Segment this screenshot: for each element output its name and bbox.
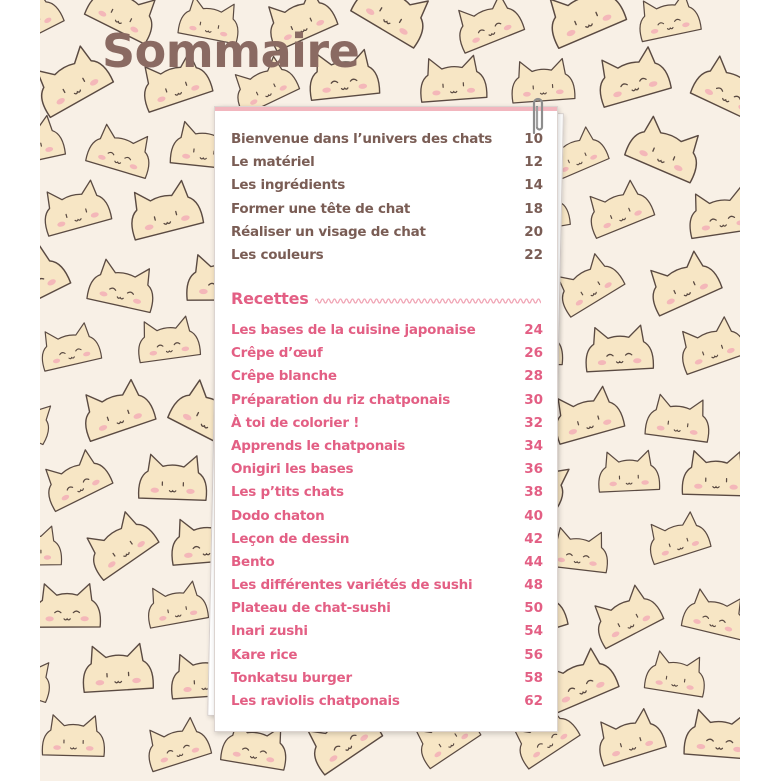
toc-row[interactable]: [231, 368, 543, 391]
toc-title: Plateau de chat-sushi: [231, 600, 391, 617]
toc-title: Les couleurs: [231, 246, 324, 263]
toc-row[interactable]: [231, 438, 543, 461]
toc-title: Les ingrédients: [231, 177, 346, 194]
cat-face: [684, 709, 740, 760]
cat-face: [143, 579, 208, 628]
cat-face: [78, 506, 159, 581]
toc-row[interactable]: [231, 201, 543, 224]
toc-row[interactable]: [231, 554, 543, 577]
toc-title: À toi de colorier !: [231, 414, 360, 431]
toc-row[interactable]: [231, 392, 543, 415]
recipes-heading: Recettes: [231, 289, 309, 308]
book-page: [40, 0, 740, 781]
cat-face: [40, 584, 100, 627]
toc-page: 62: [524, 693, 543, 709]
cat-face: [645, 393, 713, 442]
cat-face: [42, 715, 105, 757]
toc-title: Crêpe d’œuf: [231, 345, 323, 362]
recipes-section-heading: [231, 289, 543, 313]
cat-face: [597, 450, 660, 492]
cat-face: [135, 315, 201, 363]
page-title: Sommaire: [102, 24, 360, 78]
toc-title: Le matériel: [231, 154, 315, 171]
toc-row[interactable]: [231, 531, 543, 554]
toc-title: Les p’tits chats: [231, 484, 344, 501]
cat-face: [81, 643, 153, 693]
cat-face: [40, 0, 64, 49]
toc-row[interactable]: [231, 322, 543, 345]
toc-title: Former une tête de chat: [231, 200, 411, 217]
cat-face: [581, 177, 655, 239]
toc-page: 32: [524, 414, 543, 431]
cat-face: [40, 177, 112, 236]
toc-title: Les bases de la cuisine japonaise: [231, 322, 476, 338]
toc-page: 40: [524, 507, 543, 524]
toc-page: 42: [524, 530, 543, 547]
toc-title: Inari zushi: [231, 623, 308, 640]
cat-face: [586, 580, 664, 648]
cat-face: [350, 0, 438, 48]
toc-page: 38: [524, 484, 543, 501]
toc-row[interactable]: [231, 484, 543, 507]
toc-page: 28: [524, 368, 543, 385]
toc-row[interactable]: [231, 247, 543, 270]
toc-page: 20: [524, 223, 543, 240]
cat-face: [548, 383, 625, 444]
toc-row[interactable]: [231, 577, 543, 600]
cat-face: [124, 178, 204, 240]
toc-page: 26: [524, 345, 543, 362]
toc-page: 58: [524, 669, 543, 686]
toc-page: 56: [524, 646, 543, 663]
toc-row[interactable]: [231, 177, 543, 200]
toc-row[interactable]: [231, 670, 543, 693]
cat-face: [591, 706, 667, 767]
cat-face: [140, 715, 211, 772]
toc-title: Crêpe blanche: [231, 368, 337, 385]
cat-face: [87, 257, 160, 313]
toc-title: Réaliser un visage de chat: [231, 223, 426, 240]
cat-face: [584, 325, 654, 372]
toc-title: Les raviolis chatponais: [231, 693, 400, 709]
toc-page: 50: [524, 600, 543, 617]
toc-page: 10: [524, 131, 543, 147]
toc-page: 14: [524, 177, 543, 194]
cat-face: [40, 241, 71, 315]
wavy-divider: [315, 296, 541, 306]
cat-face: [138, 454, 207, 500]
cat-face: [40, 113, 66, 167]
toc-row[interactable]: [231, 224, 543, 247]
intro-list: [231, 131, 543, 270]
toc-page: 24: [524, 322, 543, 338]
cat-face: [40, 321, 102, 371]
toc-title: Bienvenue dans l’univers des chats: [231, 131, 493, 147]
toc-title: Onigiri les bases: [231, 461, 354, 478]
toc-page: 18: [524, 200, 543, 217]
card-top-stripe: [215, 107, 557, 111]
toc-page: 44: [524, 553, 543, 570]
cat-face: [591, 44, 671, 108]
cat-face: [40, 647, 58, 702]
toc-page: 54: [524, 623, 543, 640]
cat-face: [40, 385, 59, 444]
cat-face: [673, 313, 740, 374]
toc-page: 48: [524, 577, 543, 594]
toc-row[interactable]: [231, 345, 543, 368]
toc-row[interactable]: [231, 131, 543, 154]
cat-face: [539, 0, 626, 48]
cat-face: [641, 247, 723, 316]
toc-page: 34: [524, 437, 543, 454]
toc-row[interactable]: [231, 154, 543, 177]
cat-face: [85, 121, 157, 178]
toc-page: 30: [524, 391, 543, 408]
cat-face: [642, 509, 711, 565]
toc-title: Préparation du riz chatponais: [231, 391, 450, 408]
toc-row[interactable]: [231, 461, 543, 484]
toc-title: Dodo chaton: [231, 507, 325, 524]
cat-face: [449, 0, 525, 53]
toc-page: 12: [524, 154, 543, 171]
toc-row[interactable]: [231, 693, 543, 716]
cat-face: [690, 51, 740, 122]
toc-title: Leçon de dessin: [231, 530, 350, 547]
cat-face: [418, 55, 487, 103]
table-of-contents-card: [214, 106, 558, 732]
cat-face: [624, 112, 708, 183]
toc-row[interactable]: [231, 415, 543, 438]
cat-face: [681, 587, 740, 640]
recipes-list: [231, 322, 543, 716]
cat-face: [644, 649, 709, 697]
toc-row[interactable]: [231, 647, 543, 670]
cat-face: [40, 526, 62, 565]
toc-title: Apprends le chatponais: [231, 437, 406, 454]
cat-face: [75, 376, 156, 441]
toc-row[interactable]: [231, 623, 543, 646]
toc-page: 22: [524, 246, 543, 263]
cat-face: [685, 186, 740, 239]
toc-row[interactable]: [231, 508, 543, 531]
cat-face: [40, 445, 113, 511]
cat-face: [682, 450, 740, 495]
toc-page: 36: [524, 461, 543, 478]
toc-row[interactable]: [231, 600, 543, 623]
cat-face: [634, 0, 702, 42]
toc-title: Bento: [231, 553, 275, 570]
toc-title: Kare rice: [231, 646, 298, 663]
toc-title: Les différentes variétés de sushi: [231, 577, 473, 594]
toc-title: Tonkatsu burger: [231, 669, 352, 686]
